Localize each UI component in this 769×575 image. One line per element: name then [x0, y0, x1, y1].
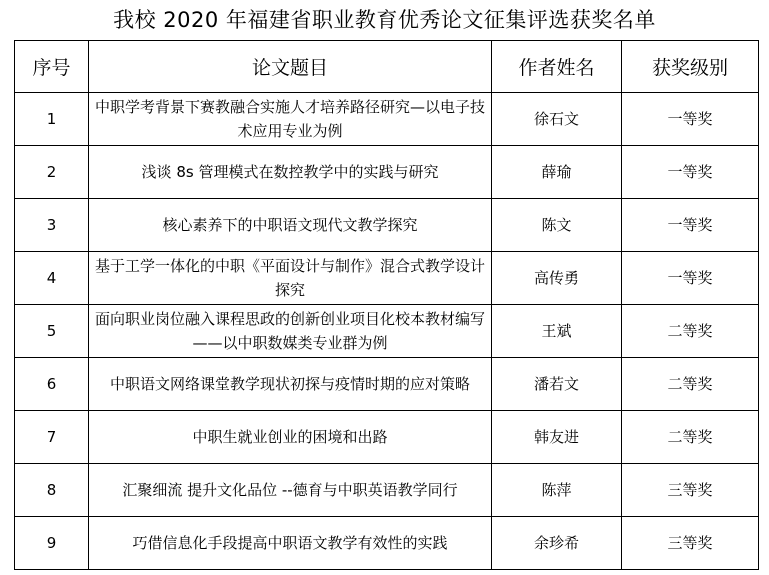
paper-title-cell — [89, 199, 492, 252]
page-title: 我校 2020 年福建省职业教育优秀论文征集评选获奖名单 — [113, 8, 656, 32]
award-level: 三等奖 — [622, 517, 759, 570]
author-name: 韩友进 — [492, 411, 622, 464]
table-row — [15, 305, 759, 358]
award-level: 一等奖 — [622, 93, 759, 146]
paper-title-cell — [89, 305, 492, 358]
award-level: 一等奖 — [622, 199, 759, 252]
paper-title-cell — [89, 411, 492, 464]
row-number: 7 — [15, 411, 89, 464]
row-number: 3 — [15, 199, 89, 252]
paper-title-cell — [89, 517, 492, 570]
award-table — [14, 40, 759, 570]
author-name: 高传勇 — [492, 252, 622, 305]
paper-title-cell — [89, 146, 492, 199]
award-level: 一等奖 — [622, 146, 759, 199]
column-header-no: 序号 — [15, 41, 89, 93]
award-level: 三等奖 — [622, 464, 759, 517]
award-level: 二等奖 — [622, 358, 759, 411]
paper-title: 中职语文网络课堂教学现状初探与疫情时期的应对策略 — [109, 375, 470, 393]
paper-title: 中职学考背景下赛教融合实施人才培养路径研究—以电子技术应用专业为例 — [94, 98, 485, 140]
table-row — [15, 199, 759, 252]
author-name: 陈萍 — [492, 464, 622, 517]
paper-title-cell — [89, 464, 492, 517]
row-number: 1 — [15, 93, 89, 146]
award-level: 二等奖 — [622, 305, 759, 358]
author-name: 薛瑜 — [492, 146, 622, 199]
table-row — [15, 146, 759, 199]
column-header-title: 论文题目 — [89, 41, 492, 93]
paper-title: 面向职业岗位融入课程思政的创新创业项目化校本教材编写——以中职数媒类专业群为例 — [94, 310, 485, 352]
award-level: 二等奖 — [622, 411, 759, 464]
paper-title: 中职生就业创业的困境和出路 — [192, 428, 388, 446]
author-name: 陈文 — [492, 199, 622, 252]
row-number: 8 — [15, 464, 89, 517]
paper-title: 核心素养下的中职语文现代文教学探究 — [162, 216, 418, 234]
paper-title: 汇聚细流 提升文化品位 --德育与中职英语教学同行 — [122, 481, 458, 499]
author-name: 王斌 — [492, 305, 622, 358]
award-level: 一等奖 — [622, 252, 759, 305]
author-name: 徐石文 — [492, 93, 622, 146]
row-number: 2 — [15, 146, 89, 199]
column-header-author: 作者姓名 — [492, 41, 622, 93]
paper-title-cell — [89, 252, 492, 305]
table-row — [15, 252, 759, 305]
table-row — [15, 358, 759, 411]
table-row — [15, 93, 759, 146]
table-row — [15, 517, 759, 570]
paper-title-cell — [89, 93, 492, 146]
paper-title: 基于工学一体化的中职《平面设计与制作》混合式教学设计探究 — [94, 257, 485, 299]
table-row — [15, 464, 759, 517]
author-name: 余珍希 — [492, 517, 622, 570]
table-header-row — [15, 41, 759, 93]
paper-title-cell — [89, 358, 492, 411]
row-number: 5 — [15, 305, 89, 358]
paper-title: 巧借信息化手段提高中职语文教学有效性的实践 — [132, 534, 448, 552]
row-number: 6 — [15, 358, 89, 411]
table-row — [15, 411, 759, 464]
author-name: 潘若文 — [492, 358, 622, 411]
column-header-level: 获奖级别 — [622, 41, 759, 93]
row-number: 4 — [15, 252, 89, 305]
paper-title: 浅谈 8s 管理模式在数控教学中的实践与研究 — [141, 163, 439, 181]
row-number: 9 — [15, 517, 89, 570]
